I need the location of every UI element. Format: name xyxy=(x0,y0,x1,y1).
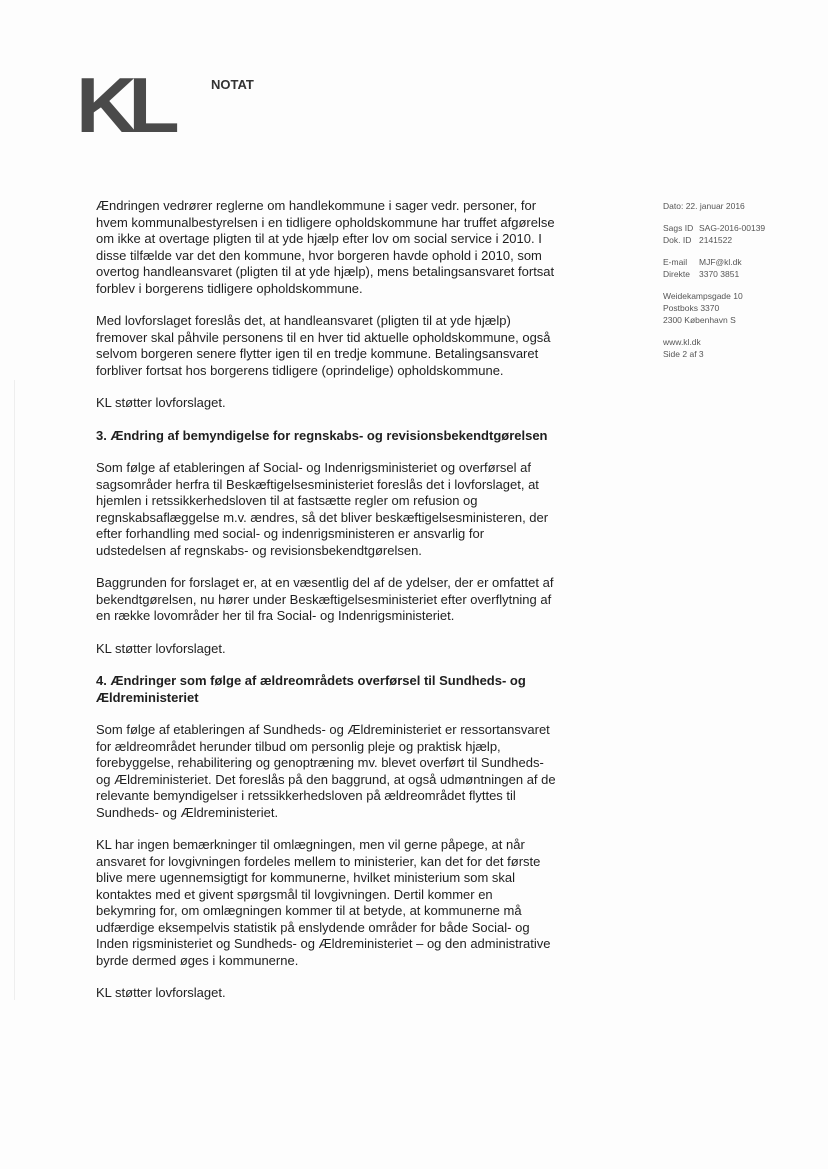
ids-group xyxy=(663,222,823,246)
email-label: E-mail xyxy=(663,257,688,267)
address-line: Weidekampsgade 10 xyxy=(663,291,743,301)
date-label: Dato: xyxy=(663,201,684,211)
document-body xyxy=(96,198,556,1018)
address-line: Postboks 3370 xyxy=(663,303,720,313)
page-number: Side 2 af 3 xyxy=(663,349,704,359)
doc-id-label: Dok. ID xyxy=(663,235,692,245)
section-heading-3: 3. Ændring af bemyndigelse for regnskabs- og revisionsbekendtgørelsen xyxy=(96,427,548,443)
doc-id-value: 2141522 xyxy=(699,235,733,245)
document-type-label: NOTAT xyxy=(211,77,254,92)
paragraph: Ændringen vedrører reglerne om handlekommune i sager vedr. personer, for hvem kommunalbestyrelsen i en tidligere opholdskommune har truffet afgørelse om ikke at overtage pligten til at yde hjælp efter lov om social service i 2010. I disse tilfælde var det den kommune, hvor borgeren havde ophold i 2010, som overtog handleansvaret (pligten til at yde hjælp), mens betalingsansvaret fortsat forblev i borgerens tidligere opholdskommune. xyxy=(96,198,555,296)
metadata-sidebar xyxy=(663,200,823,370)
support-statement: KL støtter lovforslaget. xyxy=(96,395,226,410)
paragraph: Som følge af etableringen af Sundheds- og Ældreministeriet er ressortansvaret for ældreområdet herunder tilbud om personlig pleje og praktisk hjælp, forebyggelse, rehabilitering og genoptræning mv. blevet overført til Sundheds- og Ældreministeriet. Det foreslås på den baggrund, at også udmøntningen af de relevante bemyndigelser i retssikkerhedsloven på ældreområdet flyttes til Sundheds- og Ældreministeriet. xyxy=(96,722,556,820)
case-id-label: Sags ID xyxy=(663,223,694,233)
scan-margin-line xyxy=(14,380,15,1000)
address-group xyxy=(663,290,823,326)
paragraph: Med lovforslaget foreslås det, at handleansvaret (pligten til at yde hjælp) fremover skal påhvile personens til en hver tid aktuelle opholdskommune, også selvom borgeren senere flytter igen til en tredje kommune. Betalingsansvaret forbliver fortsat hos borgerens tidligere (oprindelige) opholdskommune. xyxy=(96,313,551,378)
section-heading-4: 4. Ændringer som følge af ældreområdets overførsel til Sundheds- og Ældreministeriet xyxy=(96,673,526,705)
website: www.kl.dk xyxy=(663,337,701,347)
support-statement: KL støtter lovforslaget. xyxy=(96,985,226,1000)
support-statement: KL støtter lovforslaget. xyxy=(96,640,226,656)
contact-group xyxy=(663,256,823,280)
date-value: 22. januar 2016 xyxy=(685,201,745,211)
web-group xyxy=(663,336,823,360)
paragraph: Som følge af etableringen af Social- og Indenrigsministeriet og overførsel af sagsområder herfra til Beskæftigelsesministeriet foreslås det i lovforslaget, at hjemlen i retssikkerhedsloven til at fastsætte regler om refusion og regnskabsaflæggelse m.v. ændres, så det bliver beskæftigelsesministeren, der efter forhandling med social- og indenrigsministeren er ansvarlig for udstedelsen af regnskabs- og revisionsbekendtgørelsen. xyxy=(96,460,549,558)
paragraph: Baggrunden for forslaget er, at en væsentlig del af de ydelser, der er omfattet af bekendtgørelsen, nu hører under Beskæftigelsesministeriet efter overflytning af en række lovområder her til fra Social- og Indenrigsministeriet. xyxy=(96,575,554,623)
paragraph: KL har ingen bemærkninger til omlægningen, men vil gerne påpege, at når ansvaret for lovgivningen fordeles mellem to ministerier, kan det for det første blive mere ugennemsigtigt for kommunerne, hvilket ministerium som skal kontaktes med et givent spørgsmål til lovgivningen. Dertil kommer en bekymring for, om omlægningen kommer til at betyde, at kommunerne må udfærdige eksempelvis statistik på enslydende områder for både Social- og Inden rigsministeriet og Sundheds- og Ældreministeriet – og den administrative byrde dermed øges i kommunerne. xyxy=(96,837,551,968)
case-id-value: SAG-2016-00139 xyxy=(699,223,766,233)
email-value: MJF@kl.dk xyxy=(699,257,742,267)
phone-value: 3370 3851 xyxy=(699,269,740,279)
kl-logo: KL xyxy=(76,61,172,149)
address-line: 2300 København S xyxy=(663,315,736,325)
date-group xyxy=(663,200,823,212)
phone-label: Direkte xyxy=(663,269,690,279)
